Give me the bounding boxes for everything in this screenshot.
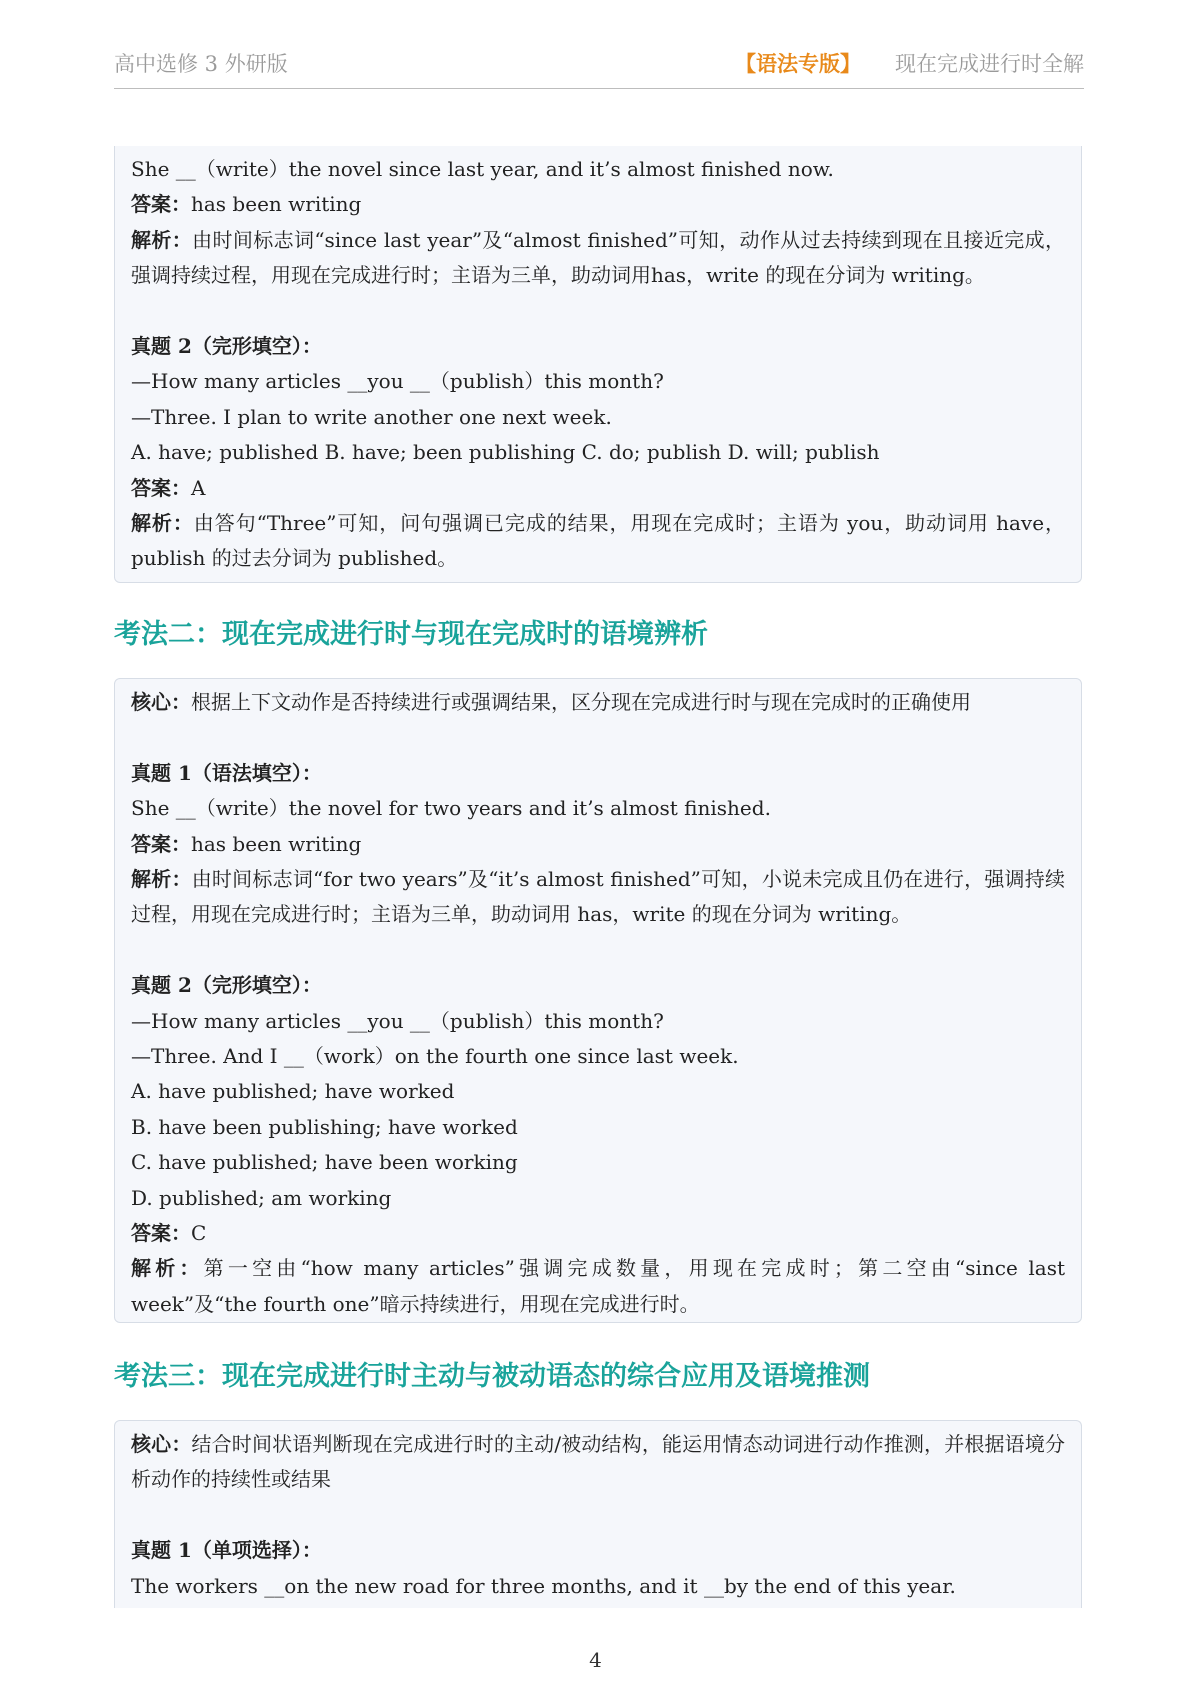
answer-text-1: has been writing bbox=[191, 831, 362, 856]
answer-line-1 bbox=[131, 827, 1065, 862]
dialogue-line-1: —How many articles __you __（publish）this month? bbox=[131, 369, 664, 394]
options-line: A. have; published B. have; been publishing C. do; publish D. will; publish bbox=[131, 440, 880, 465]
header-right bbox=[735, 48, 1084, 78]
option-c: C. have published; have been working bbox=[131, 1150, 518, 1175]
answer-label: 答案： bbox=[131, 831, 191, 856]
page-number: 4 bbox=[589, 1648, 602, 1672]
spacer bbox=[131, 294, 1065, 329]
analysis-text-2: 由答句“Three”可知，问句强调已完成的结果，用现在完成时；主语为 you，助动词用 have，publish 的过去分词为 published。 bbox=[131, 511, 1066, 571]
core-line bbox=[131, 685, 1065, 720]
spacer bbox=[131, 1498, 1065, 1533]
option-d: D. published; am working bbox=[131, 1185, 392, 1210]
example-box-1 bbox=[114, 146, 1082, 583]
answer-text: has been writing bbox=[191, 192, 362, 217]
example-box-2 bbox=[114, 678, 1082, 1323]
analysis-text-1: 由时间标志词“for two years”及“it’s almost finished”可知，小说未完成且仍在进行，强调持续过程，用现在完成进行时；主语为三单，助动词用 has，write 的现在分词为 writing。 bbox=[131, 867, 1065, 927]
header-tag: 【语法专版】 bbox=[735, 51, 861, 76]
analysis-line bbox=[131, 223, 1065, 294]
question-2-label: 真题 2（完形填空）： bbox=[131, 334, 322, 359]
header-book-title: 高中选修 3 外研版 bbox=[114, 52, 288, 76]
example-box-3 bbox=[114, 1420, 1082, 1608]
analysis-text: 由时间标志词“since last year”及“almost finished”可知，动作从过去持续到现在且接近完成，强调持续过程，用现在完成进行时；主语为三单，助动词用has，write 的现在分词为 writing。 bbox=[131, 227, 1065, 288]
core-label: 核心： bbox=[131, 690, 191, 714]
answer-text-2: A bbox=[191, 475, 206, 500]
question-1-label: 真题 1（单项选择）： bbox=[131, 1538, 322, 1563]
spacer bbox=[131, 933, 1065, 968]
answer-line-2 bbox=[131, 1216, 1065, 1251]
core-text: 结合时间状语判断现在完成进行时的主动/被动结构，能运用情态动词进行动作推测，并根据语境分析动作的持续性或结果 bbox=[131, 1432, 1065, 1492]
page-header bbox=[114, 44, 1084, 89]
answer-line-2 bbox=[131, 471, 1065, 506]
analysis-label: 解析： bbox=[131, 511, 194, 536]
answer-line bbox=[131, 187, 1065, 222]
option-b: B. have been publishing; have worked bbox=[131, 1114, 518, 1139]
answer-label: 答案： bbox=[131, 1221, 191, 1246]
section-heading-2: 考法二：现在完成进行时与现在完成时的语境辨析 bbox=[114, 619, 708, 650]
core-label: 核心： bbox=[131, 1432, 192, 1456]
analysis-label: 解析： bbox=[131, 227, 193, 252]
question-1-sentence: The workers __on the new road for three months, and it __by the end of this year. bbox=[131, 1573, 956, 1598]
analysis-line-2 bbox=[131, 506, 1065, 577]
spacer bbox=[131, 720, 1065, 755]
section-heading-3: 考法三：现在完成进行时主动与被动语态的综合应用及语境推测 bbox=[114, 1361, 870, 1392]
analysis-label: 解析： bbox=[131, 867, 192, 892]
dialogue-line-2: —Three. I plan to write another one next week. bbox=[131, 404, 612, 429]
core-text: 根据上下文动作是否持续进行或强调结果，区分现在完成进行时与现在完成时的正确使用 bbox=[191, 690, 971, 714]
option-a: A. have published; have worked bbox=[131, 1079, 455, 1104]
question-1-sentence: She __（write）the novel for two years and it’s almost finished. bbox=[131, 796, 771, 821]
answer-text-2: C bbox=[191, 1221, 207, 1246]
header-topic: 现在完成进行时全解 bbox=[895, 52, 1084, 76]
question-sentence: She __（write）the novel since last year, and it’s almost finished now. bbox=[131, 157, 834, 181]
analysis-line-1 bbox=[131, 862, 1065, 933]
core-line bbox=[131, 1427, 1065, 1498]
analysis-text-2: 第一空由“how many articles”强调完成数量，用现在完成时；第二空由“since last week”及“the fourth one”暗示持续进行，用现在完成进行时。 bbox=[131, 1256, 1065, 1316]
question-1-label: 真题 1（语法填空）： bbox=[131, 760, 322, 785]
question-2-label: 真题 2（完形填空）： bbox=[131, 973, 322, 998]
dialogue-line-2: —Three. And I __（work）on the fourth one since last week. bbox=[131, 1044, 739, 1069]
analysis-label: 解析： bbox=[131, 1256, 204, 1281]
analysis-line-2 bbox=[131, 1251, 1065, 1322]
answer-label: 答案： bbox=[131, 475, 191, 500]
answer-label: 答案： bbox=[131, 192, 191, 217]
dialogue-line-1: —How many articles __you __（publish）this month? bbox=[131, 1008, 664, 1033]
